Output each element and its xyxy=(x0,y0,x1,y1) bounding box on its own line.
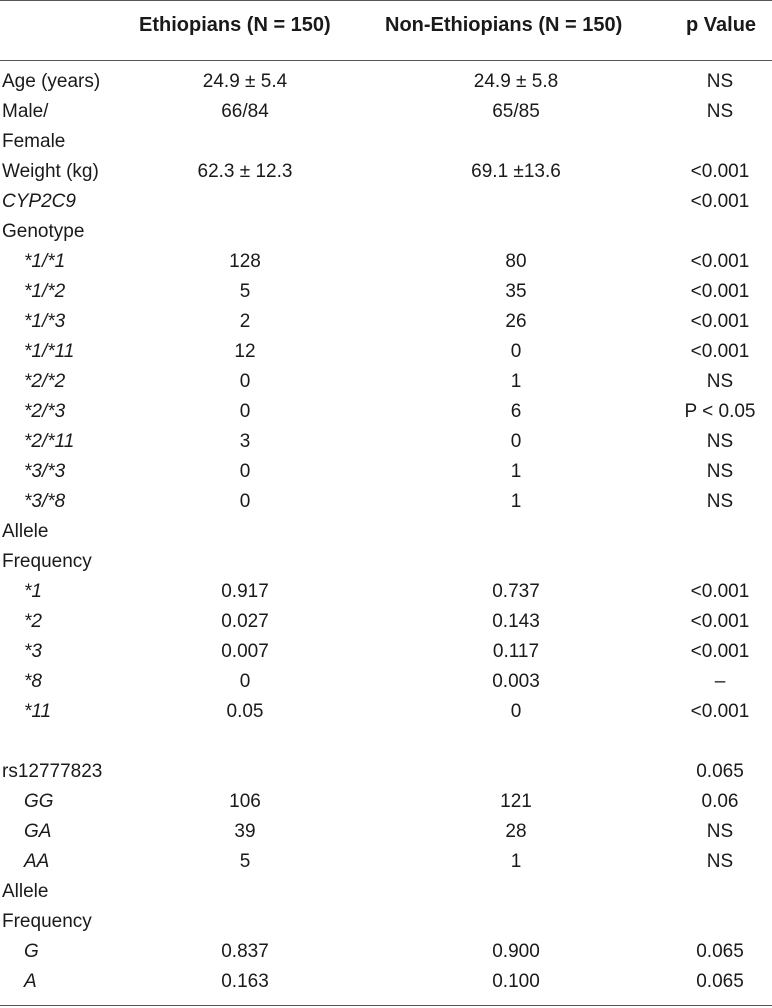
row-label: *1/*2 xyxy=(24,281,66,302)
row-label: *1/*11 xyxy=(24,341,75,362)
cell-ethiopians: 5 xyxy=(239,851,251,872)
cell-non-ethiopians: 65/85 xyxy=(492,101,540,122)
table-row xyxy=(0,217,772,247)
table-row xyxy=(0,877,772,907)
cell-non-ethiopians: 0.143 xyxy=(492,611,540,632)
cell-p-value: 0.06 xyxy=(701,791,739,812)
cell-ethiopians: 128 xyxy=(229,251,261,272)
cell-ethiopians: 0 xyxy=(239,671,251,692)
cell-non-ethiopians: 6 xyxy=(510,401,522,422)
cell-ethiopians: 2 xyxy=(239,311,251,332)
table-row xyxy=(0,697,772,727)
cell-p-value: 0.065 xyxy=(696,761,744,782)
row-label: GG xyxy=(24,791,54,812)
table-header-rule xyxy=(0,60,772,61)
cell-non-ethiopians: 1 xyxy=(510,461,522,482)
table-row xyxy=(0,787,772,817)
table-row xyxy=(0,277,772,307)
row-label: rs12777823 xyxy=(2,761,103,782)
cell-ethiopians: 0.837 xyxy=(221,941,269,962)
table-row xyxy=(0,247,772,277)
cell-non-ethiopians: 121 xyxy=(500,791,532,812)
cell-ethiopians: 106 xyxy=(229,791,261,812)
row-label: Age (years) xyxy=(2,71,101,92)
row-label: *2/*11 xyxy=(24,431,75,452)
row-label: Male/ xyxy=(2,101,49,122)
table-row xyxy=(0,547,772,577)
cell-p-value: <0.001 xyxy=(690,341,750,362)
cell-p-value: NS xyxy=(706,491,734,512)
row-label: Frequency xyxy=(2,551,92,572)
cell-ethiopians: 0.007 xyxy=(221,641,269,662)
table-row xyxy=(0,367,772,397)
table-top-rule xyxy=(0,0,772,1)
cell-non-ethiopians: 0 xyxy=(510,431,522,452)
table-row xyxy=(0,97,772,127)
row-label: G xyxy=(24,941,39,962)
row-label: *1 xyxy=(24,581,42,602)
cell-p-value: <0.001 xyxy=(690,161,750,182)
table-row xyxy=(0,937,772,967)
row-label: Weight (kg) xyxy=(2,161,99,182)
table-body xyxy=(0,67,772,997)
cell-ethiopians: 39 xyxy=(234,821,256,842)
cell-non-ethiopians: 0.737 xyxy=(492,581,540,602)
cell-non-ethiopians: 26 xyxy=(505,311,527,332)
row-label: *3/*3 xyxy=(24,461,66,482)
row-label: Allele xyxy=(2,881,49,902)
row-label: *3 xyxy=(24,641,42,662)
cell-ethiopians: 62.3 ± 12.3 xyxy=(197,161,293,182)
table-row xyxy=(0,577,772,607)
table-row xyxy=(0,397,772,427)
row-label: A xyxy=(24,971,37,992)
row-label: *8 xyxy=(24,671,42,692)
table-row xyxy=(0,817,772,847)
table-bottom-rule xyxy=(0,1005,772,1006)
cell-ethiopians: 0 xyxy=(239,461,251,482)
cell-non-ethiopians: 0.100 xyxy=(492,971,540,992)
cell-non-ethiopians: 1 xyxy=(510,371,522,392)
cell-ethiopians: 0 xyxy=(239,371,251,392)
cell-p-value: NS xyxy=(706,431,734,452)
table-header xyxy=(0,14,772,46)
cell-p-value: NS xyxy=(706,371,734,392)
table-row xyxy=(0,307,772,337)
cell-p-value: <0.001 xyxy=(690,581,750,602)
row-label: *2 xyxy=(24,611,42,632)
cell-p-value: 0.065 xyxy=(696,941,744,962)
cell-p-value: NS xyxy=(706,821,734,842)
cell-ethiopians: 12 xyxy=(234,341,256,362)
cell-ethiopians: 0 xyxy=(239,401,251,422)
cell-ethiopians: 0.163 xyxy=(221,971,269,992)
cell-non-ethiopians: 0.117 xyxy=(492,641,540,662)
cell-p-value: P < 0.05 xyxy=(684,401,756,422)
cell-ethiopians: 0.027 xyxy=(221,611,269,632)
row-label: GA xyxy=(24,821,52,842)
table-row xyxy=(0,667,772,697)
table-row xyxy=(0,157,772,187)
table-row xyxy=(0,907,772,937)
cell-p-value: NS xyxy=(706,101,734,122)
row-label: Allele xyxy=(2,521,49,542)
cell-p-value: NS xyxy=(706,851,734,872)
cell-non-ethiopians: 0.900 xyxy=(492,941,540,962)
table-row xyxy=(0,487,772,517)
row-label: CYP2C9 xyxy=(2,191,76,212)
table-row xyxy=(0,847,772,877)
row-label: *11 xyxy=(24,701,52,722)
cell-ethiopians: 3 xyxy=(239,431,251,452)
cell-non-ethiopians: 0.003 xyxy=(492,671,540,692)
cell-non-ethiopians: 24.9 ± 5.8 xyxy=(473,71,559,92)
table-row xyxy=(0,757,772,787)
cell-non-ethiopians: 35 xyxy=(505,281,527,302)
cell-non-ethiopians: 0 xyxy=(510,341,522,362)
table-row xyxy=(0,187,772,217)
row-label: Frequency xyxy=(2,911,92,932)
table-row xyxy=(0,127,772,157)
table-row xyxy=(0,967,772,997)
table-row xyxy=(0,337,772,367)
cell-ethiopians: 24.9 ± 5.4 xyxy=(202,71,288,92)
row-label: *1/*3 xyxy=(24,311,66,332)
header-p-value: p Value xyxy=(686,14,757,36)
cell-p-value: <0.001 xyxy=(690,311,750,332)
table-row xyxy=(0,67,772,97)
cell-non-ethiopians: 28 xyxy=(505,821,527,842)
cell-p-value: <0.001 xyxy=(690,611,750,632)
cell-p-value: <0.001 xyxy=(690,281,750,302)
cell-non-ethiopians: 80 xyxy=(505,251,527,272)
cell-p-value: NS xyxy=(706,461,734,482)
row-label: *2/*3 xyxy=(24,401,66,422)
cell-p-value: <0.001 xyxy=(690,701,750,722)
table-row-spacer xyxy=(0,727,772,757)
row-label: Female xyxy=(2,131,66,152)
header-non-ethiopians: Non-Ethiopians (N = 150) xyxy=(385,14,623,36)
table-row xyxy=(0,517,772,547)
table-row xyxy=(0,637,772,667)
cell-ethiopians: 0.917 xyxy=(221,581,269,602)
cell-p-value: <0.001 xyxy=(690,251,750,272)
cell-non-ethiopians: 0 xyxy=(510,701,522,722)
cell-ethiopians: 0 xyxy=(239,491,251,512)
row-label: *3/*8 xyxy=(24,491,66,512)
cell-p-value: – xyxy=(714,671,726,692)
row-label: *2/*2 xyxy=(24,371,66,392)
cell-ethiopians: 66/84 xyxy=(221,101,269,122)
cell-p-value: NS xyxy=(706,71,734,92)
cell-p-value: <0.001 xyxy=(690,191,750,212)
cell-p-value: 0.065 xyxy=(696,971,744,992)
cell-ethiopians: 5 xyxy=(239,281,251,302)
table-row xyxy=(0,457,772,487)
cell-p-value: <0.001 xyxy=(690,641,750,662)
table-row xyxy=(0,427,772,457)
cell-non-ethiopians: 69.1 ±13.6 xyxy=(471,161,561,182)
cell-ethiopians: 0.05 xyxy=(226,701,264,722)
row-label: *1/*1 xyxy=(24,251,66,272)
row-label: AA xyxy=(24,851,50,872)
row-label: Genotype xyxy=(2,221,85,242)
table-row xyxy=(0,607,772,637)
header-ethiopians: Ethiopians (N = 150) xyxy=(139,14,331,36)
cell-non-ethiopians: 1 xyxy=(510,491,522,512)
cell-non-ethiopians: 1 xyxy=(510,851,522,872)
